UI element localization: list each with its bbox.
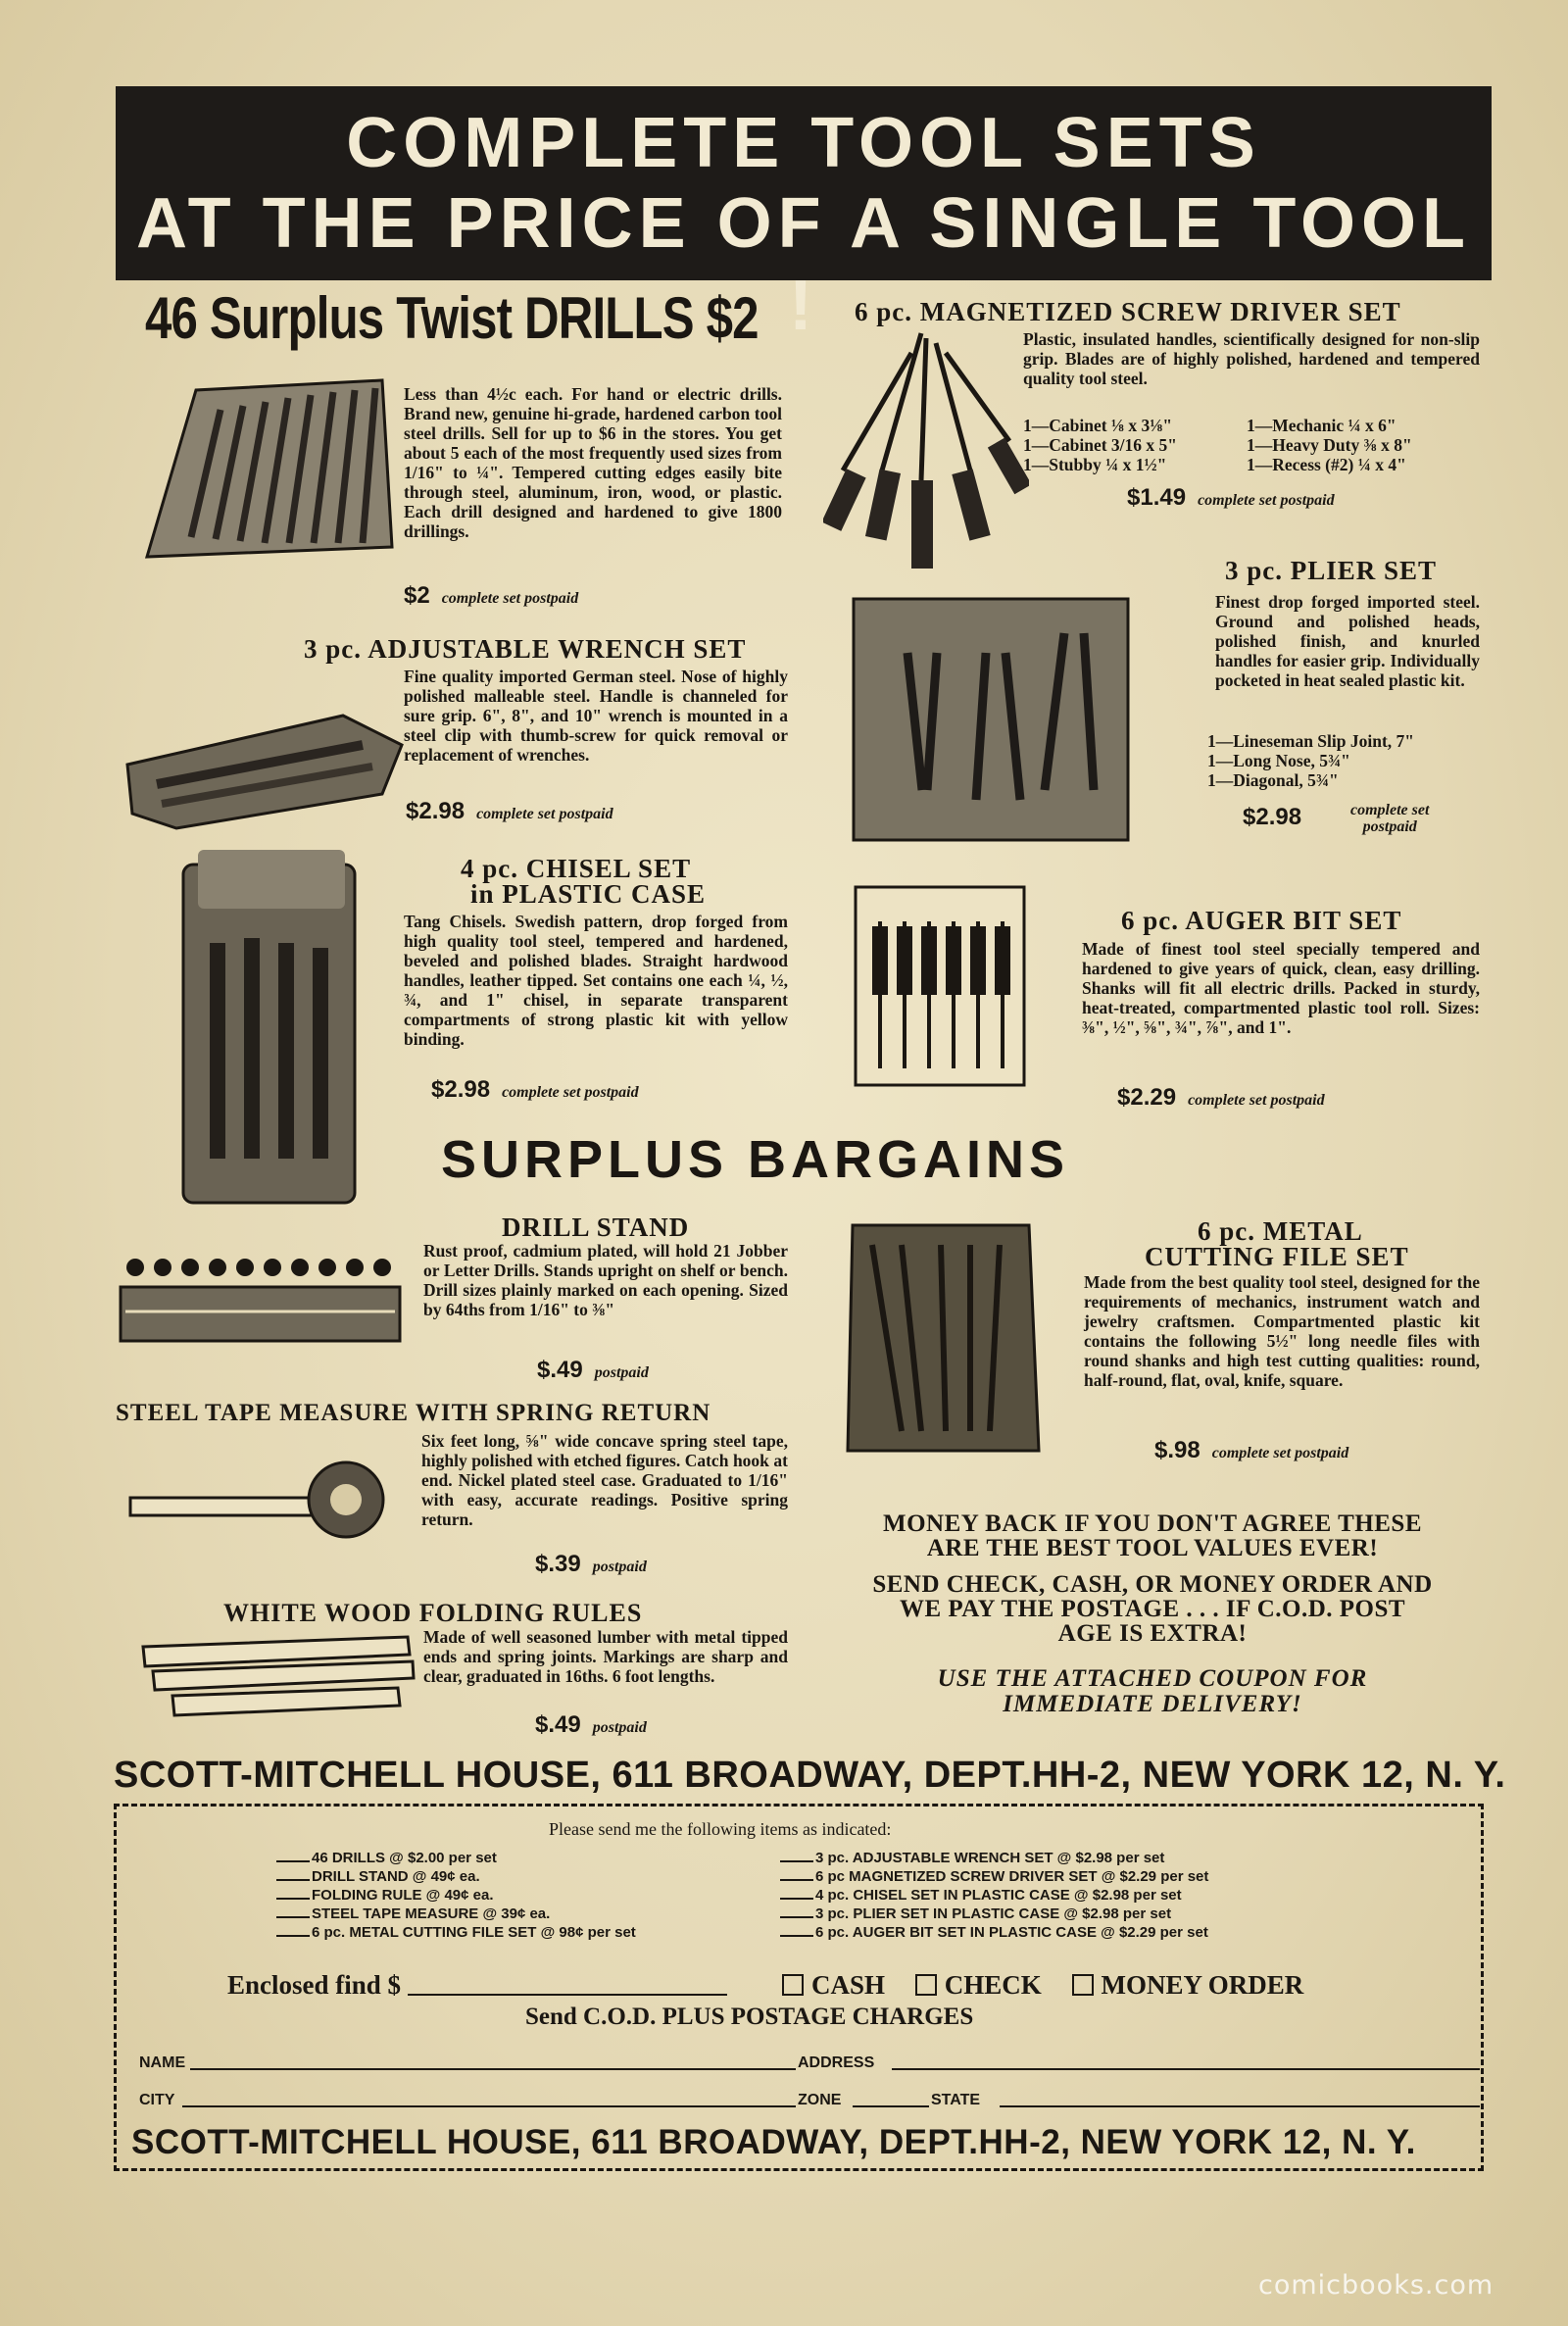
plier-specs xyxy=(1207,731,1414,790)
rules-price-tag: postpaid xyxy=(592,1719,647,1736)
tape-price-tag: postpaid xyxy=(592,1559,647,1575)
money-order-option[interactable]: MONEY ORDER xyxy=(1072,1970,1304,2000)
wrench-price-tag: complete set postpaid xyxy=(476,806,613,822)
chisel-price: $2.98 xyxy=(431,1076,491,1103)
coupon-intro: Please send me the following items as indicated: xyxy=(549,1819,892,1839)
name-label: NAME xyxy=(139,2054,186,2071)
screwdriver-specs-right xyxy=(1247,416,1480,474)
order-item-plier-set[interactable]: 3 pc. PLIER SET IN PLASTIC CASE @ $2.98 per set xyxy=(780,1905,1208,1923)
drills-price: $2 xyxy=(404,582,430,609)
guarantee-line: SEND CHECK, CASH, OR MONEY ORDER AND xyxy=(872,1571,1433,1598)
plier-price-tag-1: complete set xyxy=(1350,802,1430,818)
plier-price-line xyxy=(1243,804,1301,831)
order-item-46-drills[interactable]: 46 DRILLS @ $2.00 per set xyxy=(276,1849,636,1867)
zone-label: ZONE xyxy=(798,2092,842,2108)
order-item-chisel-set[interactable]: 4 pc. CHISEL SET IN PLASTIC CASE @ $2.98 per set xyxy=(780,1886,1208,1905)
chisel-title-1: 4 pc. CHISEL SET xyxy=(461,854,692,883)
site-watermark: comicbooks.com xyxy=(1258,2270,1494,2301)
wrench-title: 3 pc. ADJUSTABLE WRENCH SET xyxy=(304,634,747,664)
file-set-illustration xyxy=(833,1215,1058,1460)
drill-set-illustration xyxy=(137,371,402,576)
plier-spec: 1—Long Nose, 5¾" xyxy=(1207,751,1350,770)
chisel-price-tag: complete set postpaid xyxy=(502,1084,639,1101)
file-set-title-2: CUTTING FILE SET xyxy=(1145,1242,1409,1271)
order-item-drill-stand[interactable]: DRILL STAND @ 49¢ ea. xyxy=(276,1867,636,1886)
check-checkbox[interactable] xyxy=(915,1974,937,1996)
order-item-steel-tape[interactable]: STEEL TAPE MEASURE @ 39¢ ea. xyxy=(276,1905,636,1923)
screwdriver-specs-left xyxy=(1023,416,1219,474)
order-item-screwdriver-set[interactable]: 6 pc MAGNETIZED SCREW DRIVER SET @ $2.29 per set xyxy=(780,1867,1208,1886)
enclosed-amount-field[interactable] xyxy=(408,1972,727,1996)
drills-description: Less than 4½c each. For hand or electric drills. Brand new, genuine hi-grade, hardened carbon tool steel drills. Sell for up to $6 in the stores. You get about 5 each of the most frequently used sizes from 1/16" to ¼". Tempered cutting edges easily bite through steel, aluminum, iron, wood, or plastic. Each drill designed and hardened to give 1800 drillings. xyxy=(404,384,782,541)
rules-description: Made of well seasoned lumber with metal tipped ends and spring joints. Markings are sharp and clear, graduated in 16ths. 6 foot lengths. xyxy=(423,1627,788,1686)
guarantee-line: ARE THE BEST TOOL VALUES EVER! xyxy=(926,1535,1379,1561)
screwdriver-description: Plastic, insulated handles, scientifically designed for non-slip grip. Blades are of highly polished, hardened and tempered quality tool steel. xyxy=(1023,329,1480,388)
cash-checkbox[interactable] xyxy=(782,1974,804,1996)
tape-title: STEEL TAPE MEASURE WITH SPRING RETURN xyxy=(116,1400,711,1426)
file-set-description: Made from the best quality tool steel, designed for the requirements of mechanics, instrument watch and jewelry craftsmen. Compartmented plastic kit contains the following 5½" long needle files with round shanks and high test cutting qualities: round, half-round, flat, oval, knife, square. xyxy=(1084,1272,1480,1390)
screwdriver-spec: 1—Cabinet 3/16 x 5" xyxy=(1023,435,1178,455)
drill-stand-price: $.49 xyxy=(537,1357,583,1383)
screwdriver-spec: 1—Recess (#2) ¼ x 4" xyxy=(1247,455,1406,474)
auger-price: $2.29 xyxy=(1117,1084,1177,1111)
drill-stand-description: Rust proof, cadmium plated, will hold 21 Jobber or Letter Drills. Stands upright on shelf or bench. Drill sizes plainly marked on each opening. Sized by 64ths from 1/16" to ⅜" xyxy=(423,1241,788,1319)
file-set-price-tag: complete set postpaid xyxy=(1211,1445,1349,1461)
screwdriver-spec: 1—Stubby ¼ x 1½" xyxy=(1023,455,1167,474)
tape-price-line xyxy=(535,1551,647,1578)
drill-stand-illustration xyxy=(116,1243,410,1351)
enclosed-amount-row xyxy=(227,1970,727,2001)
rules-title: WHITE WOOD FOLDING RULES xyxy=(223,1599,643,1627)
cta-line: IMMEDIATE DELIVERY! xyxy=(1003,1691,1302,1717)
coupon-call-to-action xyxy=(819,1666,1486,1717)
chisel-description: Tang Chisels. Swedish pattern, drop forged from high quality tool steel, tempered and hardened, beveled and polished blades. Straight hardwood handles, leather tipped. Set contains one each ¼, ½, ¾, and 1" chisel, in separate transparent compartments of strong plastic kit with yellow binding. xyxy=(404,912,788,1049)
auger-price-tag: complete set postpaid xyxy=(1188,1092,1325,1109)
plier-spec: 1—Diagonal, 5¾" xyxy=(1207,770,1339,790)
money-back-guarantee xyxy=(819,1511,1486,1646)
chisel-title-2: in PLASTIC CASE xyxy=(470,879,707,909)
wrench-description: Fine quality imported German steel. Nose of highly polished malleable steel. Handle is channeled for sure grip. 6", 8", and 10" wrench is mounted in a steel clip with thumb-screw for quick removal or replacement of wrenches. xyxy=(404,667,788,765)
state-field[interactable] xyxy=(1000,2105,1480,2107)
check-option[interactable]: CHECK xyxy=(915,1970,1042,2000)
screwdriver-title: 6 pc. MAGNETIZED SCREW DRIVER SET xyxy=(855,297,1401,326)
plier-price-tag-2: postpaid xyxy=(1362,818,1417,835)
plier-price-tag xyxy=(1350,802,1429,835)
screwdriver-spec: 1—Cabinet ⅛ x 3⅛" xyxy=(1023,416,1173,435)
guarantee-line: AGE IS EXTRA! xyxy=(1057,1620,1248,1647)
cta-line: USE THE ATTACHED COUPON FOR xyxy=(937,1665,1368,1692)
headline-line-2: AT THE PRICE OF A SINGLE TOOL ! xyxy=(135,184,1472,345)
plier-description: Finest drop forged imported steel. Ground and polished heads, polished finish, and knurled handles for easier grip. Individually pocketed in heat sealed plastic kit. xyxy=(1215,592,1480,690)
drill-stand-price-line xyxy=(537,1357,649,1384)
file-set-price: $.98 xyxy=(1154,1437,1200,1463)
rules-price: $.49 xyxy=(535,1711,581,1738)
rules-price-line xyxy=(535,1711,647,1739)
order-item-wrench-set[interactable]: 3 pc. ADJUSTABLE WRENCH SET @ $2.98 per set xyxy=(780,1849,1208,1867)
guarantee-line: MONEY BACK IF YOU DON'T AGREE THESE xyxy=(883,1510,1422,1537)
city-field[interactable] xyxy=(182,2105,796,2107)
plier-price: $2.98 xyxy=(1243,804,1302,830)
money-order-checkbox[interactable] xyxy=(1072,1974,1094,1996)
drills-price-line xyxy=(404,582,578,610)
folding-rule-illustration xyxy=(133,1627,417,1725)
coupon-right-items xyxy=(780,1849,1208,1942)
city-label: CITY xyxy=(139,2092,175,2108)
wrench-set-illustration xyxy=(118,706,412,833)
headline-line-1: COMPLETE TOOL SETS xyxy=(346,104,1261,182)
auger-title: 6 pc. AUGER BIT SET xyxy=(1121,906,1402,935)
screwdriver-spec: 1—Mechanic ¼ x 6" xyxy=(1247,416,1396,435)
tape-measure-illustration xyxy=(125,1451,390,1549)
cod-option[interactable]: Send C.O.D. PLUS POSTAGE CHARGES xyxy=(525,2004,974,2030)
name-field[interactable] xyxy=(190,2068,796,2070)
drill-stand-title: DRILL STAND xyxy=(502,1212,690,1242)
surplus-bargains-heading: SURPLUS BARGAINS xyxy=(441,1130,1070,1189)
screwdriver-price: $1.49 xyxy=(1127,484,1187,511)
company-address-top: SCOTT-MITCHELL HOUSE, 611 BROADWAY, DEPT.HH-2, NEW YORK 12, N. Y. xyxy=(114,1755,1506,1796)
chisel-price-line xyxy=(431,1076,639,1104)
order-item-file-set[interactable]: 6 pc. METAL CUTTING FILE SET @ 98¢ per set xyxy=(276,1923,636,1942)
order-item-auger-set[interactable]: 6 pc. AUGER BIT SET IN PLASTIC CASE @ $2.29 per set xyxy=(780,1923,1208,1942)
tape-price: $.39 xyxy=(535,1551,581,1577)
chisel-set-illustration xyxy=(178,845,365,1208)
drills-price-tag: complete set postpaid xyxy=(441,590,579,607)
guarantee-line: WE PAY THE POSTAGE . . . IF C.O.D. POST xyxy=(899,1596,1406,1622)
payment-options xyxy=(782,1970,1303,2001)
enclosed-label: Enclosed find $ xyxy=(227,1970,402,2000)
company-address-coupon: SCOTT-MITCHELL HOUSE, 611 BROADWAY, DEPT.HH-2, NEW YORK 12, N. Y. xyxy=(131,2123,1416,2161)
auger-bit-set-illustration xyxy=(851,882,1029,1090)
drills-heading: 46 Surplus Twist DRILLS $2 xyxy=(145,285,759,351)
file-set-title-1: 6 pc. METAL xyxy=(1198,1216,1363,1246)
screwdriver-price-tag: complete set postpaid xyxy=(1198,492,1335,509)
coupon-left-items xyxy=(276,1849,636,1942)
file-set-price-line xyxy=(1154,1437,1348,1464)
tape-description: Six feet long, ⅝" wide concave spring steel tape, highly polished with etched figures. Catch hook at end. Nickel plated steel case. Graduated to 1/16" with easy, accurate readings. Positive spring return. xyxy=(421,1431,788,1529)
cash-option[interactable]: CASH xyxy=(782,1970,885,2000)
wrench-price: $2.98 xyxy=(406,798,466,824)
auger-price-line xyxy=(1117,1084,1325,1112)
auger-description: Made of finest tool steel specially tempered and hardened to give years of quick, clean, easy drilling. Shanks will fit all electric drills. Packed in sturdy, heat-treated, compartmented plastic tool roll. Sizes: ⅜", ½", ⅝", ¾", ⅞", and 1". xyxy=(1082,939,1480,1037)
drill-stand-price-tag: postpaid xyxy=(594,1364,649,1381)
zone-field[interactable] xyxy=(853,2105,929,2107)
address-field[interactable] xyxy=(892,2068,1480,2070)
screwdriver-set-illustration xyxy=(823,323,1029,578)
screwdriver-spec: 1—Heavy Duty ⅜ x 8" xyxy=(1247,435,1412,455)
wrench-price-line xyxy=(406,798,613,825)
order-item-folding-rule[interactable]: FOLDING RULE @ 49¢ ea. xyxy=(276,1886,636,1905)
screwdriver-price-line xyxy=(1127,484,1335,512)
plier-title: 3 pc. PLIER SET xyxy=(1225,556,1438,585)
plier-spec: 1—Lineseman Slip Joint, 7" xyxy=(1207,731,1414,751)
plier-set-illustration xyxy=(849,594,1133,845)
address-label: ADDRESS xyxy=(798,2054,875,2071)
state-label: STATE xyxy=(931,2092,981,2108)
